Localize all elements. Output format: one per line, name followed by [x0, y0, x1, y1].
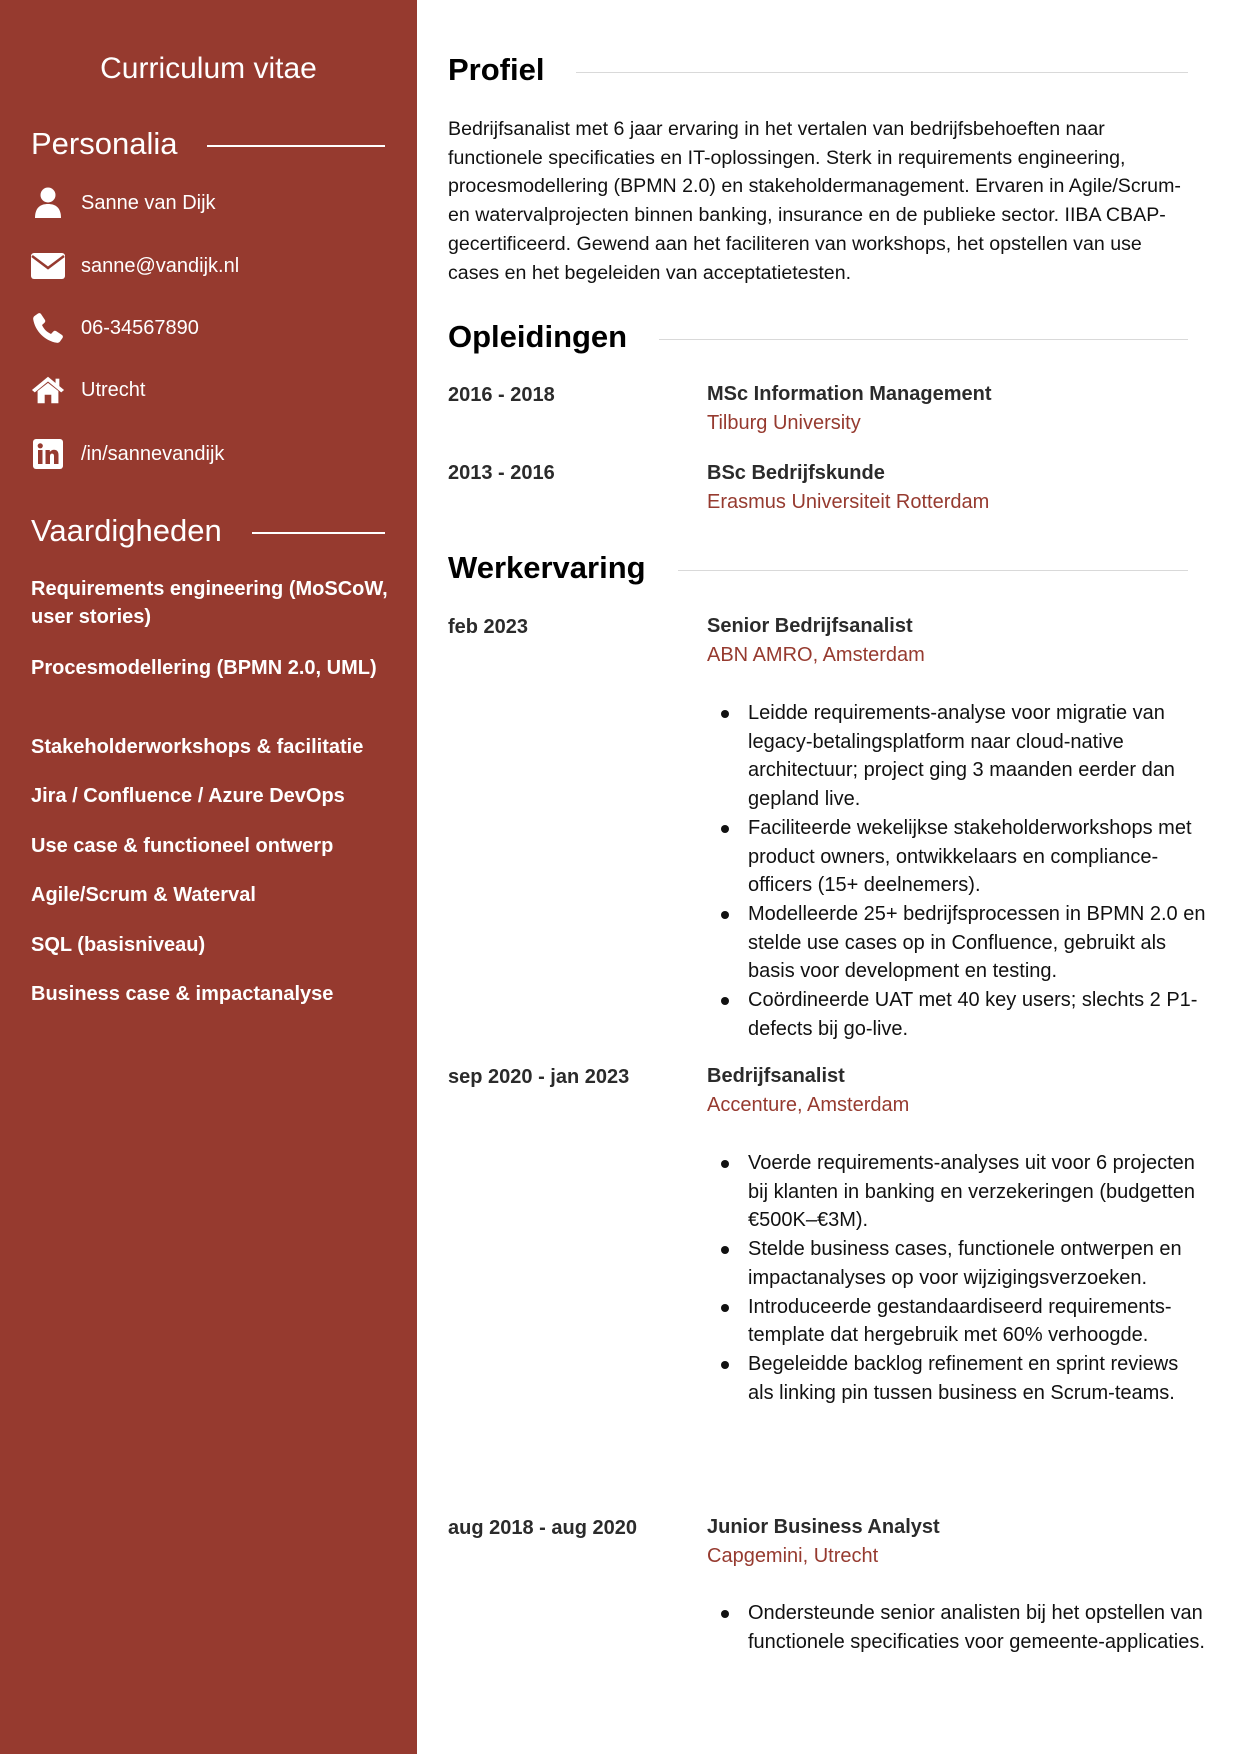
- job-entry: [707, 1513, 1207, 1571]
- contact-city: [31, 372, 145, 408]
- job-entry: [707, 612, 1207, 670]
- contact-phone[interactable]: [31, 310, 199, 346]
- degree-title: MSc Information Management: [707, 383, 992, 405]
- job-company: ABN AMRO, Amsterdam: [707, 644, 925, 666]
- job-bullets: [748, 1599, 1208, 1656]
- job-dates: feb 2023: [448, 616, 529, 638]
- skill-item: Business case & impactanalyse: [31, 983, 334, 1005]
- list-item: Voerde requirements-analyses uit voor 6 projecten bij klanten in banking en verzekeringen (budgetten €500K–€3M).: [748, 1149, 1208, 1235]
- contact-linkedin-text[interactable]: /in/sannevandijk: [81, 442, 225, 465]
- list-item: Faciliteerde wekelijkse stakeholderworkshops met product owners, ontwikkelaars en compliance-officers (15+ deelnemers).: [748, 814, 1208, 900]
- job-title: Junior Business Analyst: [707, 1516, 940, 1538]
- education-dates: 2013 - 2016: [448, 462, 555, 484]
- heading-divider: [252, 532, 385, 534]
- skill-item: Jira / Confluence / Azure DevOps: [31, 785, 345, 807]
- document-title: Curriculum vitae: [100, 52, 317, 85]
- profile-heading-label: Profiel: [448, 52, 545, 87]
- skill-item: Use case & functioneel ontwerp: [31, 835, 334, 857]
- school-name: Tilburg University: [707, 412, 861, 434]
- job-entry: [707, 1062, 1207, 1120]
- degree-title: BSc Bedrijfskunde: [707, 462, 885, 484]
- list-item: Stelde business cases, functionele ontwerpen en impactanalyses op voor wijzigingsverzoeken.: [748, 1235, 1208, 1292]
- skill-item: Procesmodellering (BPMN 2.0, UML): [31, 657, 377, 679]
- job-company: Capgemini, Utrecht: [707, 1545, 879, 1567]
- section-divider: [659, 339, 1188, 340]
- education-heading: [448, 319, 1188, 355]
- skill-item: Stakeholderworkshops & facilitatie: [31, 736, 364, 758]
- job-title: Bedrijfsanalist: [707, 1065, 845, 1087]
- personal-heading-label: Personalia: [31, 126, 178, 161]
- education-heading-label: Opleidingen: [448, 319, 628, 354]
- contact-phone-text[interactable]: 06-34567890: [81, 316, 199, 339]
- job-dates: sep 2020 - jan 2023: [448, 1066, 630, 1088]
- school-name: Erasmus Universiteit Rotterdam: [707, 491, 990, 513]
- sidebar: [0, 0, 417, 1754]
- skill-item: Agile/Scrum & Waterval: [31, 884, 256, 906]
- education-entry: [707, 459, 1207, 517]
- skills-heading-label: Vaardigheden: [31, 513, 222, 548]
- job-bullets: [748, 699, 1208, 1043]
- heading-divider: [207, 145, 385, 147]
- contact-email[interactable]: [31, 248, 239, 284]
- profile-heading: [448, 52, 1188, 88]
- phone-icon: [31, 311, 65, 345]
- user-icon: [31, 186, 65, 220]
- contact-linkedin[interactable]: [31, 436, 224, 472]
- work-heading: [448, 550, 1188, 586]
- list-item: Ondersteunde senior analisten bij het opstellen van functionele specificaties voor gemeente-applicaties.: [748, 1599, 1208, 1656]
- work-heading-label: Werkervaring: [448, 550, 646, 585]
- job-dates: aug 2018 - aug 2020: [448, 1517, 637, 1539]
- section-divider: [576, 72, 1188, 73]
- list-item: Coördineerde UAT met 40 key users; slechts 2 P1-defects bij go-live.: [748, 986, 1208, 1043]
- home-icon: [31, 373, 65, 407]
- contact-name-text: Sanne van Dijk: [81, 191, 216, 214]
- envelope-icon: [31, 249, 65, 283]
- education-entry: [707, 380, 1207, 438]
- contact-email-text[interactable]: sanne@vandijk.nl: [81, 254, 240, 277]
- job-title: Senior Bedrijfsanalist: [707, 615, 913, 637]
- list-item: Modelleerde 25+ bedrijfsprocessen in BPMN 2.0 en stelde use cases op in Confluence, gebruikt als basis voor development en testing.: [748, 900, 1208, 986]
- skill-item: SQL (basisniveau): [31, 934, 206, 956]
- education-dates: 2016 - 2018: [448, 384, 555, 406]
- list-item: Leidde requirements-analyse voor migratie van legacy-betalingsplatform naar cloud-native architectuur; project ging 3 maanden eerder dan gepland live.: [748, 699, 1208, 814]
- main-content: [417, 0, 1241, 1754]
- job-bullets: [748, 1149, 1208, 1407]
- contact-name: [31, 185, 216, 221]
- personal-heading: [31, 126, 385, 162]
- skill-item: Requirements engineering (MoSCoW, user stories): [31, 578, 388, 628]
- list-item: Introduceerde gestandaardiseerd requirements-template dat hergebruik met 60% verhoogde.: [748, 1293, 1208, 1350]
- linkedin-icon: [31, 437, 65, 471]
- contact-city-text: Utrecht: [81, 378, 146, 401]
- job-company: Accenture, Amsterdam: [707, 1094, 910, 1116]
- profile-text: Bedrijfsanalist met 6 jaar ervaring in het vertalen van bedrijfsbehoeften naar functionele specificaties en IT-oplossingen. Sterk in requirements engineering, procesmodellering (BPMN 2.0) en stakeholdermanagement. Ervaren in Agile/Scrum- en watervalprojecten binnen banking, insurance en de publieke sector. IIBA CBAP-gecertificeerd. Gewend aan het faciliteren van workshops, het opstellen van use cases en het begeleiden van acceptatietesten.: [448, 118, 1181, 284]
- list-item: Begeleidde backlog refinement en sprint reviews als linking pin tussen business en Scrum-teams.: [748, 1350, 1208, 1407]
- skills-heading: [31, 513, 385, 549]
- section-divider: [678, 570, 1188, 571]
